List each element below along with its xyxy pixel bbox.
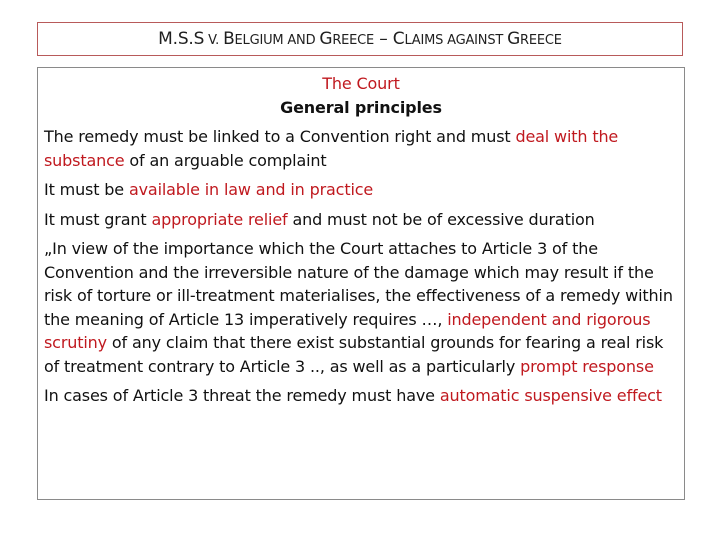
paragraph-substance [44, 125, 678, 172]
paragraph-suspensive [44, 384, 678, 408]
highlight-segment: available in law and in practice [128, 180, 374, 199]
highlight-segment: appropriate relief [151, 209, 288, 229]
title-belgium: ELGIUM AND [234, 33, 320, 48]
title-initial-g1: G [319, 29, 333, 49]
text-segment: In cases of Article 3 threat the remedy must have [44, 386, 440, 405]
text-segment: and must not be of excessive duration [287, 209, 595, 229]
title-greece2: REECE [520, 33, 562, 48]
title-dash: – [374, 29, 393, 49]
title-claims-against: LAIMS AGAINST [404, 33, 508, 48]
slide-content-box [37, 67, 685, 500]
text-segment: It must grant [44, 209, 152, 229]
title-initial-g2: G [507, 29, 521, 49]
highlight-segment: deal with the substance [44, 127, 619, 170]
slide-content [44, 72, 678, 408]
title-initial-c: C [392, 29, 405, 49]
paragraph-relief [44, 208, 678, 232]
court-heading: The Court [322, 74, 400, 93]
highlight-segment: independent and rigorous scrutiny [44, 309, 651, 352]
text-segment: The remedy must be linked to a Convention right and must [44, 127, 516, 146]
text-segment: of any claim that there exist substantial grounds for fearing a real risk of treatment contrary to Article 3 .., as well as a particularly [44, 333, 664, 376]
general-principles-heading: General principles [280, 97, 442, 117]
slide-title-box [37, 22, 683, 56]
paragraph-quote [44, 237, 678, 378]
highlight-segment: prompt response [520, 356, 654, 376]
text-segment: „In view of the importance which the Court attaches to Article 3 of the Convention and the irreversible nature of the damage which may result if the risk of torture or ill-treatment materialises, the effectiveness of a remedy within the meaning of Article 13 imperatively requires …, [44, 239, 673, 329]
text-segment: It must be [44, 180, 129, 199]
highlight-segment: automatic suspensive effect [439, 386, 662, 405]
text-segment: of an arguable complaint [124, 150, 327, 170]
title-greece1: REECE [332, 33, 375, 48]
paragraph-availability [44, 178, 678, 202]
title-case-name: M.S.S [158, 29, 205, 49]
title-versus: V. [204, 33, 224, 48]
slide-title [158, 29, 562, 49]
title-initial-b: B [223, 29, 235, 49]
